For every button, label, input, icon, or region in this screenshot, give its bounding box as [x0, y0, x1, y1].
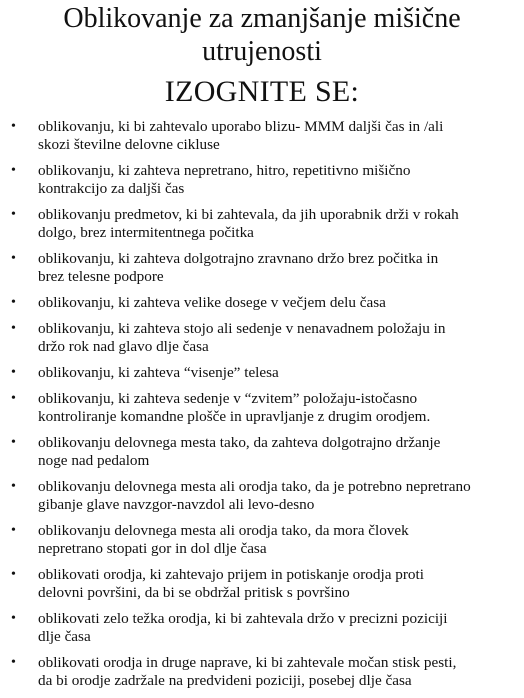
bullet-text-line-1: oblikovanju, ki bi zahtevalo uporabo blizu- MMM daljši čas in /ali — [38, 118, 444, 135]
bullet-text-line-1: oblikovanju predmetov, ki bi zahtevala, da jih uporabnik drži v rokah — [38, 206, 459, 223]
bullet-dot-icon: • — [11, 523, 16, 538]
bullet-text-line-1: oblikovati orodja in druge naprave, ki bi zahtevale močan stisk pesti, — [38, 654, 457, 671]
bullet-text-line-2: delovni površini, da bi se obdržal pritisk s površino — [38, 584, 350, 601]
list-item — [0, 206, 524, 242]
bullet-list — [0, 118, 524, 698]
list-item — [0, 250, 524, 286]
list-item — [0, 162, 524, 198]
bullet-dot-icon: • — [11, 251, 16, 266]
bullet-dot-icon: • — [11, 611, 16, 626]
bullet-text-line-2: kontrakcijo za daljši čas — [38, 180, 185, 197]
list-item — [0, 522, 524, 558]
list-item — [0, 294, 524, 312]
bullet-text-line-2: dolgo, brez intermitentnega počitka — [38, 224, 254, 241]
bullet-dot-icon: • — [11, 207, 16, 222]
bullet-text-line-1: oblikovanju, ki zahteva sedenje v “zvitem” položaju-istočasno — [38, 390, 418, 407]
list-item — [0, 364, 524, 382]
bullet-text-line-2: kontroliranje komandne plošče in upravljanje z drugim orodjem. — [38, 408, 431, 425]
list-item — [0, 390, 524, 426]
bullet-dot-icon: • — [11, 163, 16, 178]
bullet-text-line-2: gibanje glave navzgor-navzdol ali levo-desno — [38, 496, 315, 513]
bullet-text-line-2: brez telesne podpore — [38, 268, 164, 285]
bullet-text-line-1: oblikovanju, ki zahteva stojo ali sedenje v nenavadnem položaju in — [38, 320, 446, 337]
list-item — [0, 478, 524, 514]
bullet-text-line-1: oblikovati orodja, ki zahtevajo prijem in potiskanje orodja proti — [38, 566, 424, 583]
bullet-text-line-1: oblikovanju delovnega mesta tako, da zahteva dolgotrajno držanje — [38, 434, 441, 451]
list-item — [0, 320, 524, 356]
bullet-dot-icon: • — [11, 567, 16, 582]
bullet-text-line-1: oblikovanju, ki zahteva nepretrano, hitro, repetitivno mišično — [38, 162, 411, 179]
bullet-dot-icon: • — [11, 295, 16, 310]
bullet-dot-icon: • — [11, 655, 16, 670]
bullet-text-line-2: nepretrano stopati gor in dol dlje časa — [38, 540, 267, 557]
list-item — [0, 566, 524, 602]
title-line-1: Oblikovanje za zmanjšanje mišične — [63, 3, 461, 34]
list-item — [0, 610, 524, 646]
bullet-text-line-2: dlje časa — [38, 628, 91, 645]
bullet-text-line-2: skozi številne delovne cikluse — [38, 136, 220, 153]
bullet-text-line-1: oblikovanju, ki zahteva “visenje” telesa — [38, 364, 279, 381]
bullet-text-line-1: oblikovanju, ki zahteva dolgotrajno zravnano držo brez počitka in — [38, 250, 439, 267]
page-title — [0, 2, 524, 68]
bullet-dot-icon: • — [11, 479, 16, 494]
bullet-dot-icon: • — [11, 119, 16, 134]
list-item — [0, 654, 524, 690]
list-item — [0, 118, 524, 154]
bullet-text-line-2: držo rok nad glavo dlje časa — [38, 338, 209, 355]
bullet-text-line-1: oblikovati zelo težka orodja, ki bi zahtevala držo v precizni poziciji — [38, 610, 448, 627]
bullet-text-line-1: oblikovanju delovnega mesta ali orodja tako, da je potrebno nepretrano — [38, 478, 471, 495]
subtitle: IZOGNITE SE: — [164, 75, 360, 108]
list-item — [0, 434, 524, 470]
bullet-text-line-1: oblikovanju delovnega mesta ali orodja tako, da mora človek — [38, 522, 409, 539]
bullet-dot-icon: • — [11, 365, 16, 380]
bullet-dot-icon: • — [11, 321, 16, 336]
bullet-dot-icon: • — [11, 391, 16, 406]
title-line-2: utrujenosti — [202, 36, 322, 67]
bullet-text-line-2: da bi orodje zadržale na predvideni poziciji, posebej dlje časa — [38, 672, 412, 689]
bullet-text-line-2: noge nad pedalom — [38, 452, 150, 469]
bullet-dot-icon: • — [11, 435, 16, 450]
bullet-text-line-1: oblikovanju, ki zahteva velike dosege v večjem delu časa — [38, 294, 386, 311]
